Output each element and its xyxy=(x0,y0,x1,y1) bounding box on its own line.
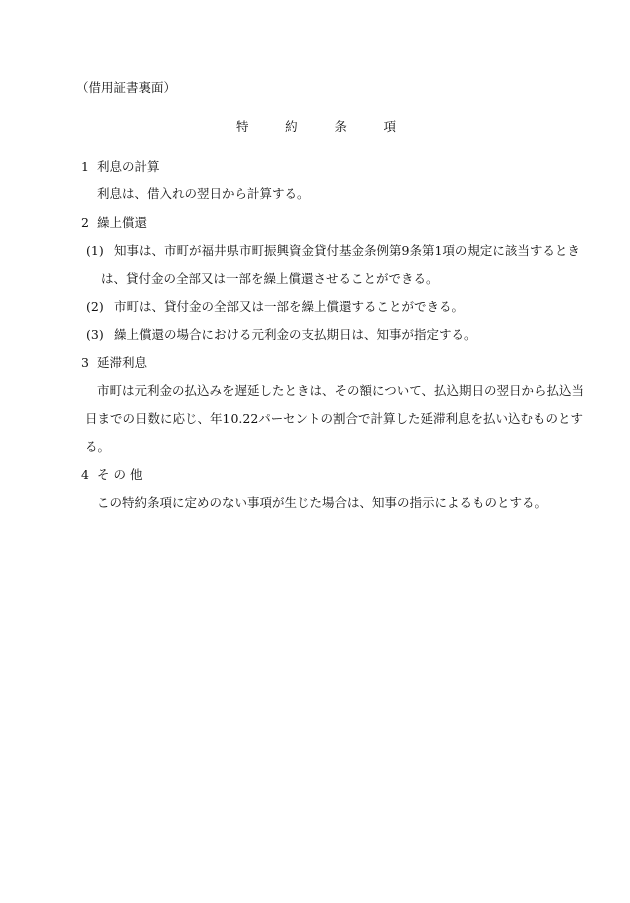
section-4-heading: そ の 他 xyxy=(97,467,143,482)
section-2-number: 2 xyxy=(81,215,89,230)
section-1-heading: 利息の計算 xyxy=(97,159,160,174)
title-char-2: 約 xyxy=(285,119,298,134)
section-2-item-2-line-1: 市町は、貸付金の全部又は一部を繰上償還することができる。 xyxy=(114,299,465,314)
section-4-body: この特約条項に定めのない事項が生じた場合は、知事の指示によるものとする。 xyxy=(97,495,548,510)
section-2-item-1-line-2: は、貸付金の全部又は一部を繰上償還させることができる。 xyxy=(101,271,439,286)
section-2-heading: 繰上償還 xyxy=(97,215,148,230)
section-1-number: 1 xyxy=(81,159,89,174)
section-3-line-2: 日までの日数に応じ、年10.22パーセントの割合で計算した延滞利息を払い込むものとす xyxy=(85,411,584,426)
section-3-line-1: 市町は元利金の払込みを遅延したときは、その額について、払込期日の翌日から払込当 xyxy=(97,383,585,398)
section-2-item-1-mark: (1) xyxy=(86,243,104,258)
section-2-item-3-line-1: 繰上償還の場合における元利金の支払期日は、知事が指定する。 xyxy=(114,327,477,342)
title-char-4: 項 xyxy=(383,119,396,134)
section-1-body: 利息は、借入れの翌日から計算する。 xyxy=(97,186,310,201)
section-2-item-1-line-1: 知事は、市町が福井県市町振興資金貸付基金条例第9条第1項の規定に該当するとき xyxy=(114,243,580,258)
section-3-number: 3 xyxy=(81,355,89,370)
section-4-number: 4 xyxy=(81,467,89,482)
title-char-1: 特 xyxy=(236,119,249,134)
section-2-item-2-mark: (2) xyxy=(86,299,104,314)
header-note: （借用証書裏面） xyxy=(76,80,177,95)
document-title xyxy=(236,119,396,135)
section-2-item-3-mark: (3) xyxy=(86,327,104,342)
section-3-line-3: る。 xyxy=(85,439,111,454)
title-char-3: 条 xyxy=(334,119,347,134)
section-3-heading: 延滞利息 xyxy=(97,355,148,370)
